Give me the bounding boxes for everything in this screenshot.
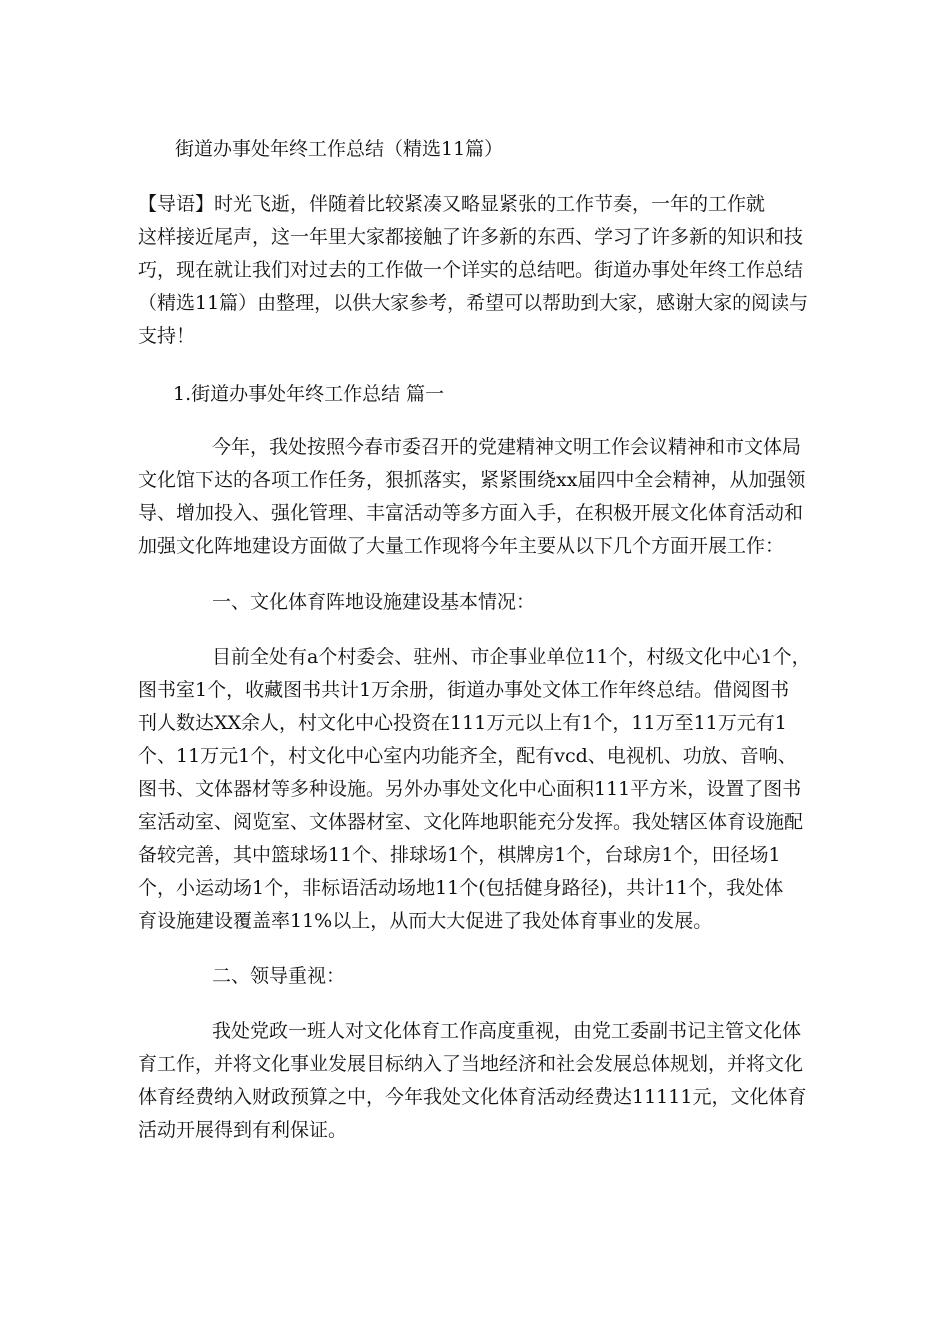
paragraph-line: 活动开展得到有利保证。	[138, 1119, 348, 1141]
paragraph-line: 我处党政一班人对文化体育工作高度重视，由党工委副书记主管文化体	[212, 1020, 802, 1042]
paragraph-line: 备较完善，其中篮球场11个、排球场1个，棋牌房1个，台球房1个，田径场1	[138, 844, 781, 866]
paragraph-line: 个、11万元1个，村文化中心室内功能齐全，配有vcd、电视机、功放、音响、	[138, 745, 797, 767]
paragraph-line: 室活动室、阅览室、文体器材室、文化阵地职能充分发挥。我处辖区体育设施配	[138, 811, 804, 833]
paragraph-line: 育设施建设覆盖率11%以上，从而大大促进了我处体育事业的发展。	[138, 910, 713, 932]
paragraph-line: 体育经费纳入财政预算之中，今年我处文化体育活动经费达11111元，文化体育	[138, 1086, 807, 1108]
paragraph-line: 育工作，并将文化事业发展目标纳入了当地经济和社会发展总体规划，并将文化	[138, 1053, 804, 1075]
paragraph-line: 刊人数达XX余人，村文化中心投资在111万元以上有1个，11万至11万元有1	[138, 712, 787, 734]
intro-line: （精选11篇）由整理，以供大家参考，希望可以帮助到大家，感谢大家的阅读与	[138, 292, 809, 314]
paragraph-line: 图书室1个，收藏图书共计1万余册，街道办事处文体工作年终总结。借阅图书	[138, 679, 790, 701]
paragraph-line: 目前全处有a个村委会、驻州、市企事业单位11个，村级文化中心1个，	[212, 646, 811, 668]
intro-line: 【导语】时光飞逝，伴随着比较紧凑又略显紧张的工作节奏，一年的工作就	[138, 193, 766, 215]
intro-line: 支持！	[138, 325, 196, 347]
paragraph-line: 导、增加投入、强化管理、丰富活动等多方面入手，在积极开展文化体育活动和	[138, 502, 804, 524]
subsection-heading: 二、领导重视：	[212, 965, 346, 987]
paragraph-line: 图书、文体器材等多种设施。另外办事处文化中心面积111平方米，设置了图书	[138, 778, 802, 800]
intro-line: 这样接近尾声，这一年里大家都接触了许多新的东西、学习了许多新的知识和技	[138, 226, 804, 248]
paragraph-line: 今年，我处按照今春市委召开的党建精神文明工作会议精神和市文体局	[212, 436, 802, 458]
subsection-heading: 一、文化体育阵地设施建设基本情况：	[212, 591, 536, 613]
paragraph-line: 文化馆下达的各项工作任务，狠抓落实，紧紧围绕xx届四中全会精神，从加强领	[138, 469, 806, 491]
paragraph-line: 个，小运动场1个，非标语活动场地11个(包括健身路径)，共计11个，我处体	[138, 877, 784, 899]
intro-line: 巧，现在就让我们对过去的工作做一个详实的总结吧。街道办事处年终工作总结	[138, 259, 804, 281]
document-title: 街道办事处年终工作总结（精选11篇）	[175, 138, 504, 160]
paragraph-line: 加强文化阵地建设方面做了大量工作现将今年主要从以下几个方面开展工作：	[138, 535, 785, 557]
section-heading: 1.街道办事处年终工作总结 篇一	[173, 383, 445, 405]
